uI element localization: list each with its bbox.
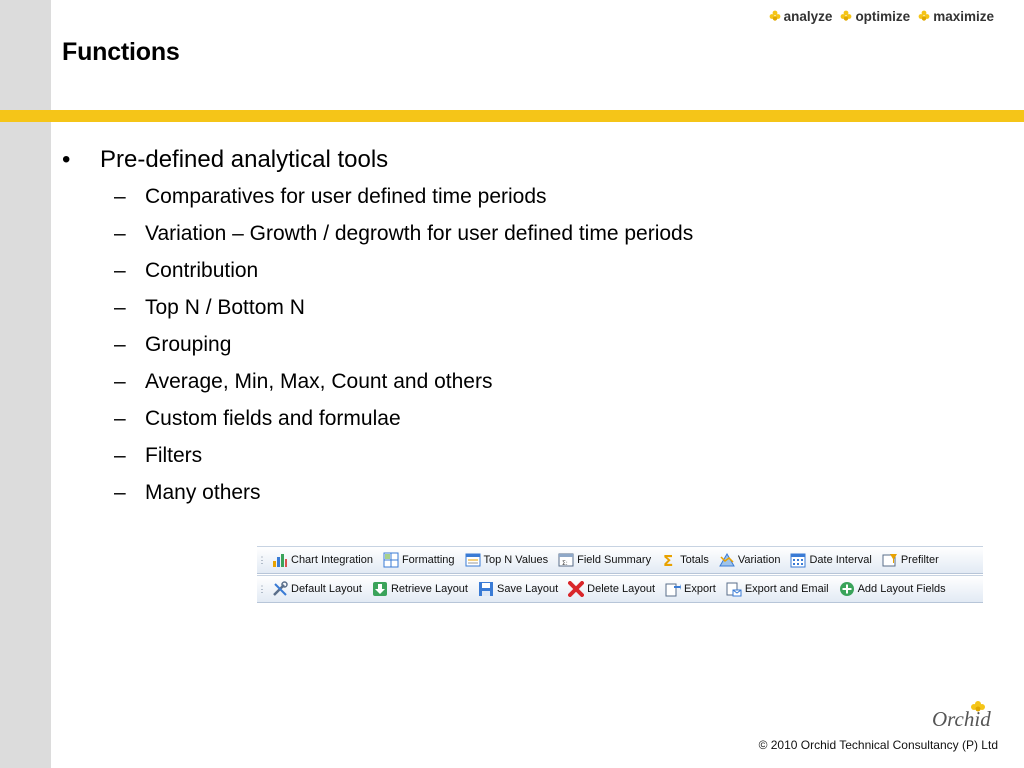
svg-text:Σ:: Σ: — [562, 560, 568, 567]
download-icon — [372, 581, 388, 597]
main-bullet — [62, 142, 693, 178]
sub-bullet-text: Many others — [145, 481, 261, 504]
dash-marker: – — [114, 185, 126, 208]
sub-bullet — [62, 437, 693, 474]
orchid-logo — [930, 698, 992, 732]
tagline-item: analyze — [769, 9, 833, 24]
prefilter-button[interactable]: Prefilter — [877, 547, 944, 573]
filter-icon — [882, 552, 898, 568]
slide-title: Functions — [62, 38, 180, 66]
sigma-icon — [661, 552, 677, 568]
sub-bullet — [62, 400, 693, 437]
save-icon — [478, 581, 494, 597]
sub-bullet-text: Average, Min, Max, Count and others — [145, 370, 493, 393]
dash-marker: – — [114, 444, 126, 467]
sub-bullet — [62, 178, 693, 215]
variation-button[interactable]: Variation — [714, 547, 786, 573]
sub-bullet-text: Grouping — [145, 333, 232, 356]
flower-icon — [840, 10, 852, 22]
toolbar-grip-icon[interactable]: ⋮ — [257, 583, 267, 594]
dash-marker: – — [114, 481, 126, 504]
save-layout-button[interactable]: Save Layout — [473, 576, 563, 602]
sub-bullet — [62, 215, 693, 252]
dash-marker: – — [114, 370, 126, 393]
dash-marker: – — [114, 296, 126, 319]
dash-marker: – — [114, 259, 126, 282]
date-interval-button[interactable]: Date Interval — [785, 547, 876, 573]
grid-icon — [383, 552, 399, 568]
delete-icon — [568, 581, 584, 597]
svg-text:Orchid: Orchid — [932, 707, 991, 731]
field-summary-button[interactable]: Σ: Field Summary — [553, 547, 656, 573]
layout-toolbar — [257, 575, 983, 603]
tagline — [769, 8, 994, 24]
top-n-values-button[interactable]: Top N Values — [460, 547, 554, 573]
retrieve-layout-button[interactable]: Retrieve Layout — [367, 576, 473, 602]
formatting-button[interactable]: Formatting — [378, 547, 460, 573]
toolbar-grip-icon[interactable]: ⋮ — [257, 554, 267, 565]
delete-layout-button[interactable]: Delete Layout — [563, 576, 660, 602]
add-layout-fields-button[interactable]: Add Layout Fields — [834, 576, 951, 602]
sub-bullet-text: Top N / Bottom N — [145, 296, 305, 319]
bar-chart-icon — [272, 552, 288, 568]
copyright-text: © 2010 Orchid Technical Consultancy (P) Ltd — [758, 738, 998, 752]
svg-text:Σ: Σ — [663, 552, 674, 568]
sub-bullet — [62, 252, 693, 289]
sub-bullet — [62, 326, 693, 363]
export-email-icon — [726, 581, 742, 597]
default-layout-button[interactable]: Default Layout — [267, 576, 367, 602]
sub-bullet — [62, 289, 693, 326]
summary-icon — [558, 552, 574, 568]
export-and-email-button[interactable]: Export and Email — [721, 576, 834, 602]
sub-bullet-text: Custom fields and formulae — [145, 407, 401, 430]
tagline-item: optimize — [840, 9, 910, 24]
main-bullet-text: Pre-defined analytical tools — [100, 146, 389, 173]
sub-bullet-text: Contribution — [145, 259, 259, 282]
dash-marker: – — [114, 222, 126, 245]
sub-bullet-text: Filters — [145, 444, 203, 467]
sub-bullet — [62, 363, 693, 400]
flower-icon — [769, 10, 781, 22]
flower-icon — [918, 10, 930, 22]
bullet-marker: • — [62, 146, 71, 173]
tagline-item: maximize — [918, 9, 994, 24]
sub-bullet-text: Comparatives for user defined time periods — [145, 185, 547, 208]
export-icon — [665, 581, 681, 597]
tools-icon — [272, 581, 288, 597]
sub-bullet — [62, 474, 693, 511]
dash-marker: – — [114, 407, 126, 430]
top-n-icon — [465, 552, 481, 568]
add-icon — [839, 581, 855, 597]
analysis-toolbar — [257, 546, 983, 574]
export-button[interactable]: Export — [660, 576, 721, 602]
variation-icon — [719, 552, 735, 568]
sub-bullet-text: Variation – Growth / degrowth for user defined time periods — [145, 222, 694, 245]
totals-button[interactable]: Σ Totals — [663, 552, 709, 568]
yellow-divider-band — [0, 110, 1024, 122]
bullet-content — [62, 142, 693, 511]
dash-marker: – — [114, 333, 126, 356]
calendar-icon — [790, 552, 806, 568]
chart-integration-button[interactable]: Chart Integration — [267, 547, 378, 573]
